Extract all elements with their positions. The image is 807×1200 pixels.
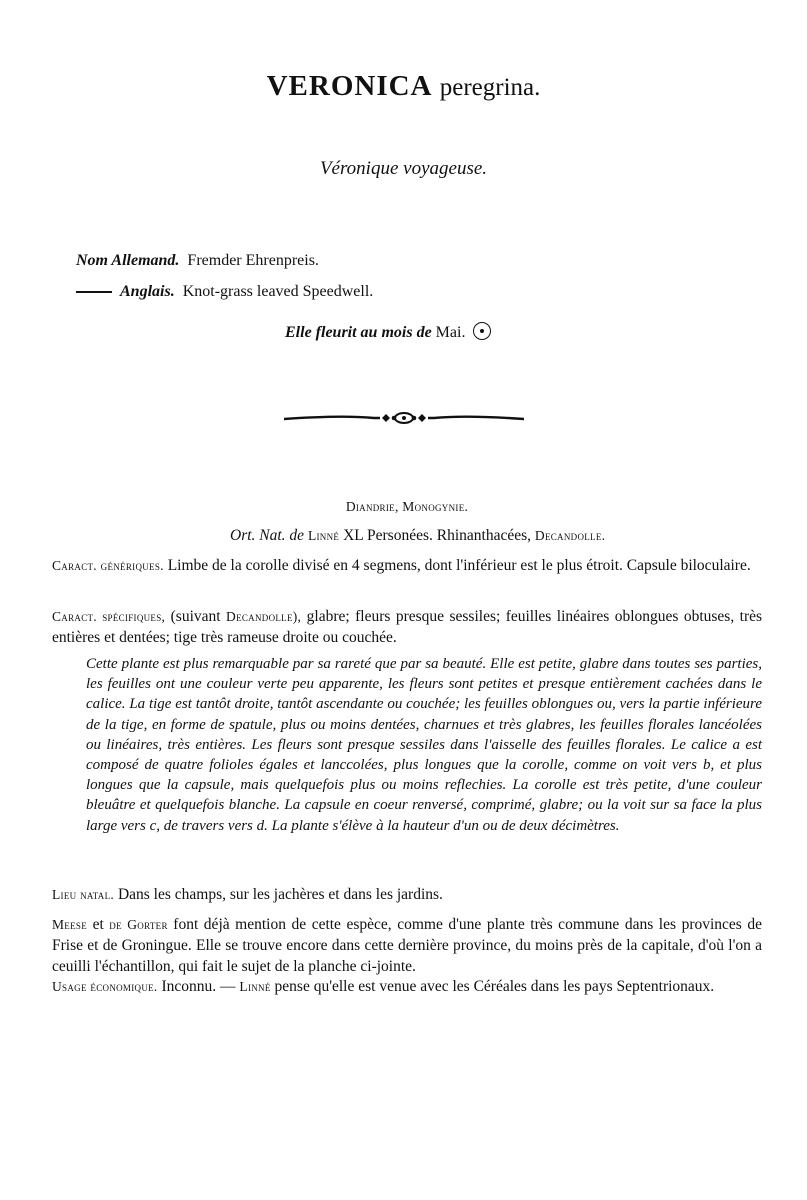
common-name: Véronique voyageuse.	[319, 158, 488, 179]
meese-mid: et	[92, 916, 104, 933]
caract-gen-label: Caract. génériques.	[52, 558, 164, 573]
flowering-text: Elle fleurit au mois de	[285, 324, 432, 341]
title-species: peregrina.	[439, 74, 541, 101]
generic-characters	[52, 555, 762, 576]
economic-use	[52, 976, 762, 997]
annual-symbol-icon	[473, 322, 491, 340]
english-label: Anglais.	[120, 283, 175, 300]
classification-text: Diandrie, Monogynie.	[345, 499, 469, 514]
english-value: Knot-grass leaved Speedwell.	[182, 283, 374, 300]
usage-label: Usage économique.	[52, 979, 158, 994]
ort-rest: XL Personées. Rhinanthacées,	[343, 527, 532, 544]
meese-author2: de Gorter	[109, 917, 168, 932]
ort-prefix: Ort. Nat. de	[230, 527, 305, 544]
usage-pre: Inconnu. —	[161, 978, 236, 995]
caract-spec-pre: (suivant	[170, 608, 221, 625]
vernacular-names	[76, 252, 373, 314]
german-label: Nom Allemand.	[76, 252, 180, 269]
meese-author1: Meese	[52, 917, 88, 932]
caract-spec-label: Caract. spécifiques,	[52, 609, 166, 624]
title-genus: VERONICA	[266, 70, 433, 102]
lieu-text: Dans les champs, sur les jachères et dans les jardins.	[117, 886, 443, 903]
flowering-month: Mai.	[435, 324, 466, 341]
ornament-divider-icon	[282, 409, 526, 427]
ort-author2: Decandolle.	[534, 528, 606, 543]
usage-text: pense qu'elle est venue avec les Céréales dans les pays Septentrionaux.	[274, 978, 715, 995]
natural-order	[230, 527, 605, 545]
meese-text: font déjà mention de cette espèce, comme d'une plante très commune dans les provinces de Frise et de Groningue. Elle se trouve encore dans cette dernière province, du moins près de la capitale, d'où l'on a ceuilli l'échantillon, qui fait le sujet de la planche ci-jointe.	[52, 916, 763, 975]
lieu-label: Lieu natal.	[52, 887, 115, 902]
caract-spec-text: glabre; fleurs presque sessiles; feuilles linéaires oblongues obtuses, très entières et dentées; tige très rameuse droite ou couchée.	[52, 608, 763, 646]
references-paragraph	[52, 914, 762, 977]
native-habitat	[52, 884, 762, 905]
description-paragraph: Cette plante est plus remarquable par sa rareté que par sa beauté. Elle est petite, glabre dans toutes ses parties, les feuilles ont une couleur verte peu apparente, les fleurs sont petites et presque entièrement cachées dans le calice. La tige est tantôt droite, tantôt ascendante ou couchée; les feuilles oblongues ou, vers la partie inférieure de la tige, en forme de spatule, plus ou moins dentées, charnues et très glabres, les feuilles florales lancéolées ou linéaires, très entières. Les fleurs sont presque sessiles dans l'aisselle des feuilles florales. Le calice a est composé de quatre folioles égales et lanccolées, plus longues que la corolle, comme on voit vers b, et plus longues que la capsule, mais quelquefois plus ou moins reflechies. La corolle est très petite, d'une couleur bleuâtre et quelquefois blanche. La capsule en coeur renversé, comprimé, glabre; ou la voit sur sa face la plus large vers c, de travers vers d. La plante s'élève à la hauteur d'un ou de deux décimètres.	[86, 656, 762, 834]
english-name-row	[76, 283, 373, 314]
ort-author1: Linné	[307, 528, 340, 543]
flowering-time	[285, 322, 491, 342]
specific-characters	[52, 606, 762, 648]
ditto-dash	[76, 291, 112, 293]
usage-author: Linné	[239, 979, 271, 994]
classification	[52, 496, 762, 517]
german-name-row	[76, 252, 373, 283]
caract-spec-author: Decandolle),	[226, 609, 302, 624]
german-value: Fremder Ehrenpreis.	[187, 252, 319, 269]
caract-gen-text: Limbe de la corolle divisé en 4 segmens, dont l'inférieur est le plus étroit. Capsule biloculaire.	[167, 557, 751, 574]
page-title	[0, 70, 807, 103]
